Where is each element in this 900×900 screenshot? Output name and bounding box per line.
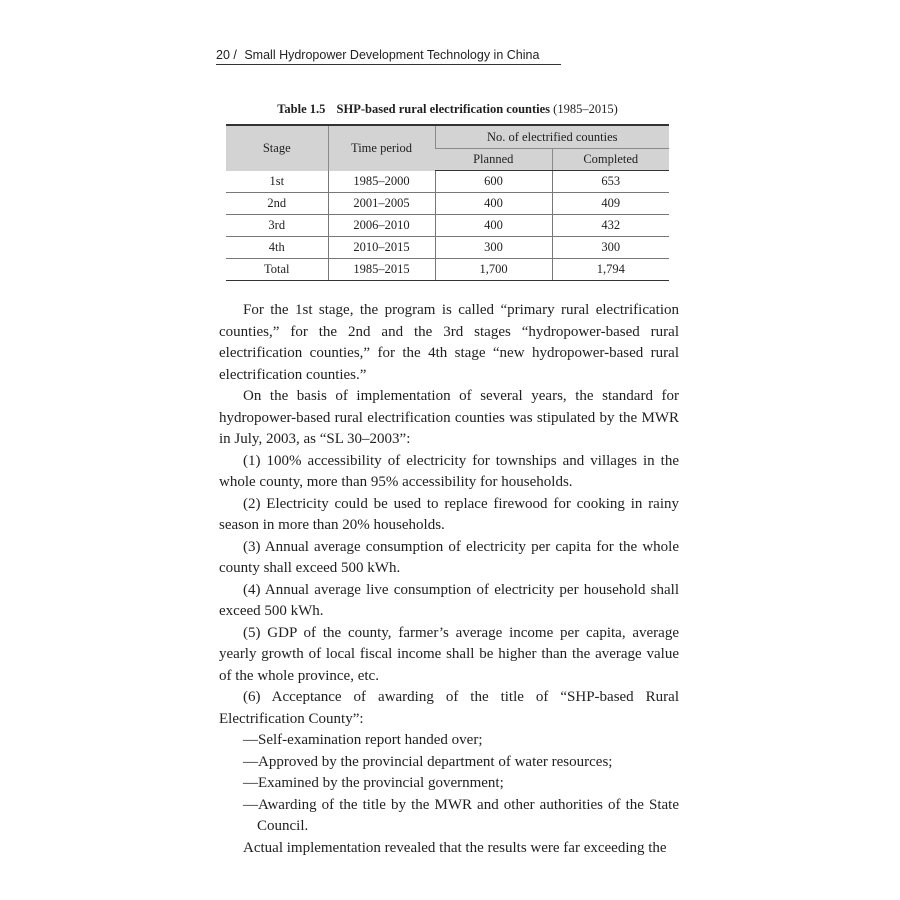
cell-planned: 600 [435, 171, 552, 193]
dash-item: —Awarding of the title by the MWR and other authorities of the State Council. [243, 796, 679, 834]
cell-stage: 4th [226, 237, 328, 259]
list-item: (5) GDP of the county, farmer’s average income per capita, average yearly growth of local fiscal income shall be higher than the average value of the whole province, etc. [219, 624, 679, 684]
header-time-period: Time period [328, 125, 435, 171]
dash-item: —Examined by the provincial government; [243, 775, 504, 791]
table-row [226, 215, 669, 237]
header-completed: Completed [552, 149, 669, 171]
cell-planned: 400 [435, 215, 552, 237]
cell-completed: 300 [552, 237, 669, 259]
book-title: Small Hydropower Development Technology in China [244, 48, 540, 62]
list-item: (3) Annual average consumption of electricity per capita for the whole county shall exceed 500 kWh. [219, 538, 679, 576]
list-item: (6) Acceptance of awarding of the title of “SHP-based Rural Electrification County”: [219, 689, 679, 727]
table-row [226, 237, 669, 259]
table-label: Table 1.5 [277, 102, 326, 116]
list-item: (1) 100% accessibility of electricity for townships and villages in the whole county, more than 95% accessibility for households. [219, 452, 679, 490]
dash-item: —Self-examination report handed over; [243, 732, 483, 748]
cell-planned: 300 [435, 237, 552, 259]
cell-planned: 1,700 [435, 259, 552, 281]
dash-item: —Approved by the provincial department of water resources; [243, 753, 613, 770]
running-header [216, 48, 561, 65]
paragraph: Actual implementation revealed that the results were far exceeding the [243, 839, 667, 856]
table-row [226, 171, 669, 193]
list-item: (2) Electricity could be used to replace firewood for cooking in rainy season in more than 20% households. [219, 495, 679, 533]
cell-stage: 2nd [226, 193, 328, 215]
list-item: (4) Annual average live consumption of electricity per household shall exceed 500 kWh. [219, 581, 679, 619]
table-range: (1985–2015) [553, 102, 618, 116]
header-stage: Stage [226, 125, 328, 171]
electrification-table [226, 124, 669, 281]
cell-completed: 1,794 [552, 259, 669, 281]
paragraph: On the basis of implementation of several years, the standard for hydropower-based rural electrification counties was stipulated by the MWR in July, 2003, as “SL 30–2003”: [219, 388, 679, 447]
cell-planned: 400 [435, 193, 552, 215]
cell-stage: 3rd [226, 215, 328, 237]
cell-stage: Total [226, 259, 328, 281]
page-number: 20 / [216, 48, 237, 62]
paragraph: For the 1st stage, the program is called “primary rural electrification counties,” for the 2nd and the 3rd stages “hydropower-based rural electrification counties,” for the 4th stage “new hydropower-based rural electrification counties.” [219, 302, 679, 383]
cell-completed: 409 [552, 193, 669, 215]
cell-period: 1985–2000 [328, 171, 435, 193]
cell-stage: 1st [226, 171, 328, 193]
cell-completed: 653 [552, 171, 669, 193]
cell-period: 2006–2010 [328, 215, 435, 237]
table-caption [226, 102, 669, 117]
header-planned: Planned [435, 149, 552, 171]
cell-period: 2001–2005 [328, 193, 435, 215]
header-electrified-counties: No. of electrified counties [435, 125, 669, 149]
cell-period: 1985–2015 [328, 259, 435, 281]
table-row-total [226, 259, 669, 281]
cell-completed: 432 [552, 215, 669, 237]
table-title: SHP-based rural electrification counties [336, 102, 551, 116]
table-row [226, 193, 669, 215]
body-text [219, 300, 679, 859]
cell-period: 2010–2015 [328, 237, 435, 259]
